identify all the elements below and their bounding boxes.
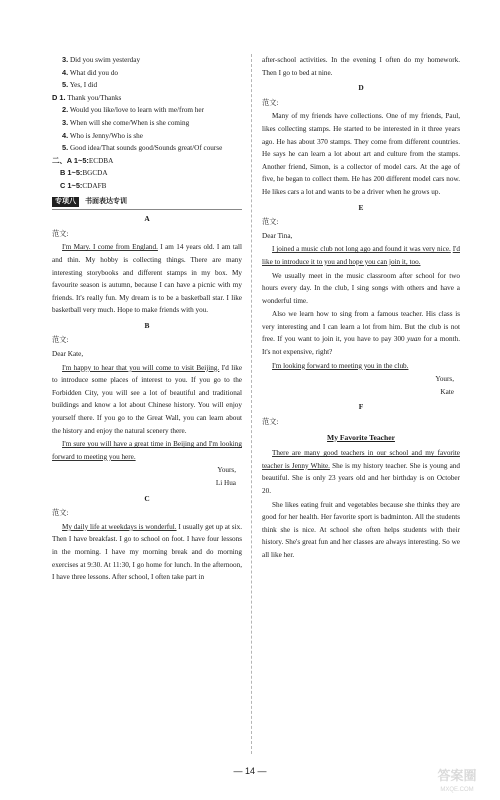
answer-line: 5. Yes, I did <box>62 80 98 90</box>
model-essay-label: 范文: <box>262 218 279 227</box>
watermark-url: MXQE.COM <box>440 787 474 793</box>
essay-paragraph: I'm happy to hear that you will come to visit Beijing. I'd like to introduce some places of interest to you. If you go to the Forbidden City, you will see a lot of beautiful and traditional buildings and know a lot about Chinese history. You will enjoy yourself there. If you go to the Great Wall, you can learn about the history and enjoy the natural scenery there. <box>52 363 243 435</box>
section-tag: 专项八 <box>52 197 79 207</box>
model-essay-label: 范文: <box>52 229 69 238</box>
essay-letter: D <box>358 83 364 93</box>
essay-paragraph: There are many good teachers in our school and my favorite teacher is Jenny White. She is my history teacher. She is young and beautiful. She is only 23 years old and her birthday is on October 20. <box>262 449 460 495</box>
letter-closing: Yours, <box>435 375 454 384</box>
underlined-sentence: I'm sure you will have a great time in Beijing and I'm looking forward to meeting you here. <box>52 440 242 461</box>
essay-paragraph <box>52 438 242 463</box>
answer-line: 3. When will she come/When is she coming <box>62 117 190 127</box>
page-number: — 14 — <box>233 766 267 776</box>
answer-line: 2. Would you like/love to learn with me/from her <box>62 105 204 115</box>
column-divider <box>251 54 252 754</box>
essay-letter: F <box>358 402 364 412</box>
underlined-sentence: I'm happy to hear that you will come to visit Beijing. <box>62 363 220 372</box>
underlined-sentence: I'd like to introduce it to you and hope you can join it, too. <box>262 245 460 266</box>
watermark-logo-icon <box>422 766 492 794</box>
section-title: 书面表达专训 <box>85 197 127 205</box>
model-essay-label: 范文: <box>52 509 69 518</box>
underlined-sentence: I joined a music club not long ago and found it was very nice. <box>272 245 451 254</box>
watermark-text: 答案圈 <box>437 768 477 783</box>
answer-line: 3. Did you swim yesterday <box>62 55 141 64</box>
answer-line: B 1~5:BGCDA <box>60 168 108 178</box>
letter-signature: Kate <box>440 387 454 396</box>
essay-paragraph: She likes eating fruit and vegetables because she thinks they are good for her health. Her favorite sport is badminton. All the students think she is nice. At school she often helps students with their history. She's great fun and her classes are always interesting. So we all like her. <box>262 500 460 559</box>
right-column <box>262 54 460 563</box>
model-essay-label: 范文: <box>52 336 69 345</box>
underlined-sentence: My daily life at weekdays is wonderful. <box>62 522 177 531</box>
answer-line: 4. Who is Jenny/Who is she <box>62 130 143 140</box>
model-essay-label: 范文: <box>262 418 279 427</box>
essay-letter: B <box>144 320 150 330</box>
answer-line: 5. Good idea/That sounds good/Sounds great/Of course <box>62 143 223 153</box>
essay-letter: A <box>144 214 150 224</box>
essay-paragraph: My daily life at weekdays is wonderful. I usually get up at six. Then I have breakfast. I go to school on foot. I have four lessons in the morning. I have my morning break and do morning exercises at 9:30. At 11:30, I go home for lunch. In the afternoon, I have three lessons. After school, I often take part in <box>52 522 242 582</box>
answer-line: 4. What did you do <box>62 67 118 77</box>
answer-line: C 1~5:CDAFB <box>60 180 107 190</box>
essay-paragraph <box>262 243 460 268</box>
underlined-sentence: I'm Mary. I come from England. <box>62 243 158 252</box>
essay-title: My Favorite Teacher <box>327 432 395 442</box>
letter-greeting: Dear Kate, <box>52 350 84 359</box>
model-essay-label: 范文: <box>262 98 279 107</box>
letter-greeting: Dear Tina, <box>262 231 293 240</box>
underlined-sentence: I'm looking forward to meeting you in the club. <box>272 361 409 370</box>
essay-paragraph <box>262 360 460 373</box>
essay-letter: E <box>358 202 364 212</box>
answer-line: 二、A 1~5:ECDBA <box>52 155 114 165</box>
left-column <box>52 54 242 585</box>
essay-letter: C <box>144 493 150 503</box>
section-header <box>52 195 242 211</box>
letter-signature: Li Hua <box>215 479 236 487</box>
essay-paragraph: We usually meet in the music classroom after school for two hours every day. In the club, I sing songs with others and have a wonderful time. <box>262 271 460 305</box>
underlined-sentence: There are many good teachers in our school and my favorite teacher is Jenny White. <box>262 449 460 470</box>
answer-line: D 1. Thank you/Thanks <box>52 92 122 102</box>
essay-paragraph: I'm Mary. I come from England. I am 14 years old. I am tall and thin. My hobby is collecting things. There are many interesting storybooks and different stamps in my box. My favourite season is autumn, because I can have a picnic with my friends. It's really fun. My dream is to be a basketball star. I like basketball very much. Hope to make friends with you. <box>52 243 242 315</box>
essay-paragraph: Also we learn how to sing from a famous teacher. His class is very interesting and I can learn a lot from him. But the club is not free. If you want to join it, you have to pay 300 yuan for a month. It's not expensive, right? <box>262 310 460 357</box>
essay-paragraph: after-school activities. In the evening I often do my homework. Then I go to bed at nine. <box>262 56 460 77</box>
letter-closing: Yours, <box>217 466 236 475</box>
essay-paragraph: Many of my friends have collections. One of my friends, Paul, likes collecting stamps. He started to be interested in it three years ago. He has about 370 stamps. They come from different countries. He says he can learn a lot about art and culture from the stamps. Another friend, Simon, is a collector of model cars. At the age of five, he began to collect them. He has 200 different model cars now. He likes cars a lot and wants to be a driver when he grows up. <box>262 112 460 196</box>
